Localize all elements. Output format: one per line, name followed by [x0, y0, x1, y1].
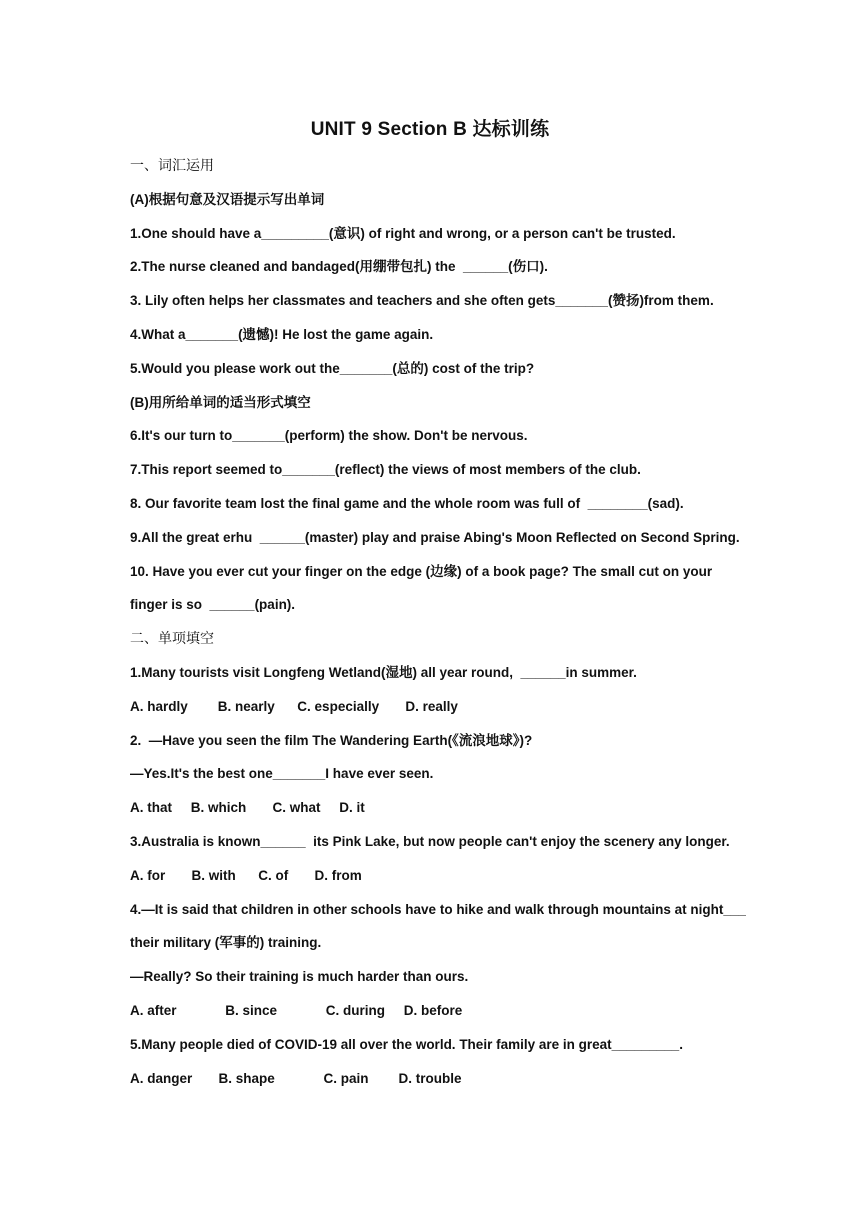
exercise-line: A. danger B. shape C. pain D. trouble [130, 1070, 462, 1086]
page-title: UNIT 9 Section B 达标训练 [310, 119, 550, 140]
section-heading: 二、单项填空 [130, 630, 214, 647]
exercise-line: 2.The nurse cleaned and bandaged(用绷带包扎) the ______(伤口). [130, 259, 548, 275]
section-heading: 一、词汇运用 [130, 157, 214, 173]
exercise-line: 1.Many tourists visit Longfeng Wetland(湿地) all year round, ______in summer. [130, 664, 637, 680]
exercise-line: 1.One should have a_________(意识) of right and wrong, or a person can't be trusted. [130, 225, 676, 241]
exercise-line: A. for B. with C. of D. from [130, 867, 362, 883]
exercise-line: 3. Lily often helps her classmates and teachers and she often gets_______(赞扬)from them. [130, 293, 714, 309]
exercise-line: 5.Would you please work out the_______(总的) cost of the trip? [130, 360, 535, 376]
exercise-line: —Really? So their training is much harder than ours. [130, 969, 469, 985]
exercise-line: 4.—It is said that children in other schools have to hike and walk through mountains at night___ [130, 901, 746, 917]
exercise-line: (B)用所给单词的适当形式填空 [130, 394, 311, 410]
exercise-line: A. hardly B. nearly C. especially D. really [130, 698, 458, 714]
exercise-line: —Yes.It's the best one_______I have ever seen. [130, 766, 434, 782]
exercise-line: 3.Australia is known______ its Pink Lake, but now people can't enjoy the scenery any longer. [130, 833, 730, 849]
exercise-line: 6.It's our turn to_______(perform) the show. Don't be nervous. [130, 428, 528, 444]
exercise-lines [130, 157, 750, 1103]
exercise-line: 5.Many people died of COVID-19 all over the world. Their family are in great_________. [130, 1036, 683, 1052]
exercise-line: 8. Our favorite team lost the final game and the whole room was full of ________(sad). [130, 495, 684, 511]
exercise-line: their military (军事的) training. [130, 935, 322, 951]
exercise-line: A. after B. since C. during D. before [130, 1002, 463, 1018]
exercise-line: finger is so ______(pain). [130, 597, 296, 613]
exercise-line: 2. —Have you seen the film The Wandering Earth(《流浪地球》)? [130, 732, 533, 748]
exercise-line: 10. Have you ever cut your finger on the edge (边缘) of a book page? The small cut on your [130, 563, 713, 579]
exercise-line: 7.This report seemed to_______(reflect) the views of most members of the club. [130, 462, 641, 478]
exercise-line: 4.What a_______(遗憾)! He lost the game again. [130, 326, 434, 342]
exercise-line: 9.All the great erhu ______(master) play and praise Abing's Moon Reflected on Second Spring. [130, 529, 740, 545]
exercise-line: A. that B. which C. what D. it [130, 800, 365, 816]
exercise-line: (A)根据句意及汉语提示写出单词 [130, 191, 325, 207]
